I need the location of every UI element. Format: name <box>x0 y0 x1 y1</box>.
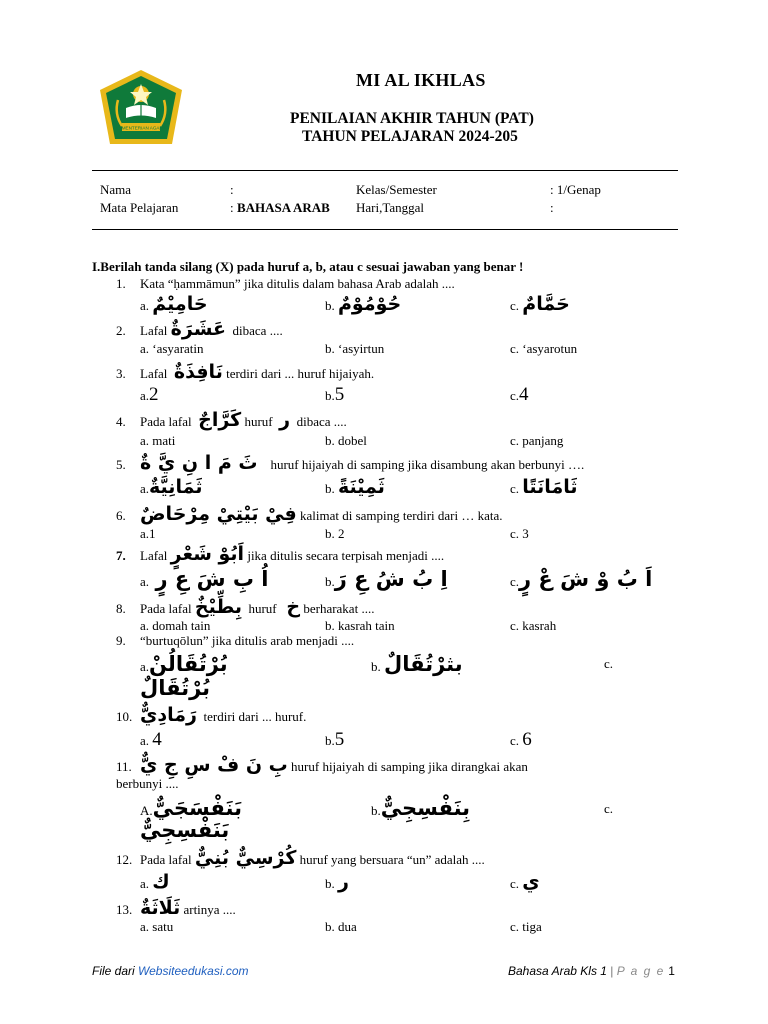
footer-link[interactable]: Websiteedukasi.com <box>138 964 249 978</box>
question-10: 10. رَمَادِيٌّ terdiri dari ... huruf. <box>116 704 307 726</box>
mapel-value: BAHASA ARAB <box>237 200 330 215</box>
logo-emblem-icon <box>96 68 186 150</box>
kelas-value: : 1/Genap <box>550 182 601 197</box>
nama-separator: : <box>230 182 234 197</box>
footer-page-info <box>508 964 675 978</box>
option-6c[interactable]: c. 3 <box>510 526 529 541</box>
question-number: 1. <box>116 276 126 291</box>
question-7: 7. Lafal اَبُوْ شَعْرٍ jika ditulis secara terpisah menjadi .... <box>116 543 445 565</box>
option-8b[interactable]: b. kasrah tain <box>325 618 395 633</box>
footer-source <box>92 964 249 978</box>
section-instruction: I.Berilah tanda silang (X) pada huruf a, b, atau c sesuai jawaban yang benar ! <box>92 259 524 274</box>
option-13a[interactable]: a. satu <box>140 919 174 934</box>
option-10c[interactable]: c. 6 <box>510 729 532 750</box>
option-1a[interactable]: a. حَامِيْمٌ <box>140 293 208 315</box>
exam-year: TAHUN PELAJARAN 2024-205 <box>302 128 518 145</box>
logo-text: KEMENTERIAN AGAMA <box>115 125 167 131</box>
option-1b[interactable]: b. حُوْمُوْمٌ <box>325 293 402 315</box>
question-9: 9. “burtuqōlun” jika ditulis arab menjadi .... <box>116 633 355 648</box>
option-8a[interactable]: a. domah tain <box>140 618 211 633</box>
option-11a[interactable]: A.بَنَفْسَجَيٌّ <box>140 796 242 820</box>
kelas-label: Kelas/Semester <box>356 182 437 197</box>
option-12b[interactable]: b. ر <box>325 871 349 893</box>
option-9b[interactable]: b. بثرْتُقَالٌ <box>371 652 463 676</box>
question-8: 8. Pada lafal بِطِّيْخٌ huruf خ berharakat .... <box>116 596 375 618</box>
option-9c-label[interactable]: c. <box>604 656 614 671</box>
option-11c-label[interactable]: c. <box>604 801 614 816</box>
exam-title: PENILAIAN AKHIR TAHUN (PAT) <box>290 110 534 127</box>
option-10b[interactable]: b.5 <box>325 729 345 750</box>
kemenag-logo <box>96 68 186 150</box>
question-11: 11. بِ نَ فْ سِ جِ يٌّ huruf hijaiyah di samping jika dirangkai akan <box>116 754 528 776</box>
option-2b[interactable]: b. ‘asyirtun <box>325 341 385 356</box>
option-13b[interactable]: b. dua <box>325 919 357 934</box>
option-4b[interactable]: b. dobel <box>325 433 367 448</box>
question-5: 5. ثَ مَ ا نِ يَّ ةٌ huruf hijaiyah di samping jika disambung akan berbunyi …. <box>116 452 585 474</box>
option-13c[interactable]: c. tiga <box>510 919 542 934</box>
school-name: MI AL IKHLAS <box>356 70 486 90</box>
question-3: 3. Lafal نَافِذَةٌ terdiri dari ... huruf hijaiyah. <box>116 361 375 383</box>
option-5c[interactable]: c. ثَامَانَتًا <box>510 476 578 498</box>
question-4: 4. Pada lafal كَرَّاجٌ huruf ر dibaca .... <box>116 409 347 431</box>
hari-value: : <box>550 200 554 215</box>
nama-label: Nama <box>100 182 132 197</box>
question-13: 13. ثَلَاثَةٌ artinya .... <box>116 897 236 919</box>
option-12c[interactable]: c. ي <box>510 871 540 893</box>
header-divider-top <box>92 170 678 171</box>
option-5b[interactable]: b. ثَمِيْنَةً <box>325 476 385 498</box>
mapel-label: Mata Pelajaran <box>100 200 179 215</box>
option-3c[interactable]: c.4 <box>510 384 529 405</box>
option-6b[interactable]: b. 2 <box>325 526 345 541</box>
option-9c[interactable]: بُرْتُقَالٌ <box>140 676 211 700</box>
option-12a[interactable]: a. ك <box>140 871 170 893</box>
option-2c[interactable]: c. ‘asyarotun <box>510 341 578 356</box>
footer-subject: Bahasa Arab Kls 1 <box>508 964 607 978</box>
option-4a[interactable]: a. mati <box>140 433 176 448</box>
option-5a[interactable]: a.ثَمَانِيَّةٌ <box>140 476 203 498</box>
option-11c[interactable]: بَنَفْسِجِيٌّ <box>140 818 230 842</box>
option-2a[interactable]: a. ‘asyaratin <box>140 341 204 356</box>
option-10a[interactable]: a. 4 <box>140 729 162 750</box>
option-7a[interactable]: a. اُ بِ شَ عِ رٍ <box>140 567 269 591</box>
option-3b[interactable]: b.5 <box>325 384 345 405</box>
question-6: 6. فِيْ بَيْتِيْ مِرْحَاضٌ kalimat di samping terdiri dari … kata. <box>116 503 503 525</box>
option-6a[interactable]: a.1 <box>140 526 156 541</box>
question-12: 12. Pada lafal كُرْسِيٌّ بُنِيٌّ huruf yang bersuara “un” adalah .... <box>116 847 485 869</box>
footer-page-number: 1 <box>668 964 675 978</box>
option-9a[interactable]: a.بُرْتُقَالُنْ <box>140 652 228 676</box>
option-4c[interactable]: c. panjang <box>510 433 564 448</box>
footer-page-word: P a g e <box>616 964 665 978</box>
footer-separator: | <box>610 964 614 978</box>
footer-prefix: File dari <box>92 964 139 978</box>
option-11b[interactable]: b.بِنَفْسِجِيٌّ <box>371 796 471 820</box>
question-11-cont: berbunyi .... <box>116 776 179 791</box>
option-7b[interactable]: b.اِ بُ شُ عِ رَ <box>325 567 448 591</box>
option-7c[interactable]: c.اَ بُ وْ شَ عْ رٍ <box>510 567 653 591</box>
question-text: Kata “ḥammāmun” jika ditulis dalam bahasa Arab adalah .... <box>140 276 455 291</box>
option-8c[interactable]: c. kasrah <box>510 618 557 633</box>
header-divider-bottom <box>92 229 678 230</box>
question-2: 2. Lafal عَشَرَةٌ dibaca .... <box>116 318 283 340</box>
mapel-separator: : <box>230 200 234 215</box>
question-1 <box>116 276 455 292</box>
option-1c[interactable]: c. حَمَّامٌ <box>510 293 570 315</box>
hari-label: Hari,Tanggal <box>356 200 425 215</box>
option-3a[interactable]: a.2 <box>140 384 159 405</box>
